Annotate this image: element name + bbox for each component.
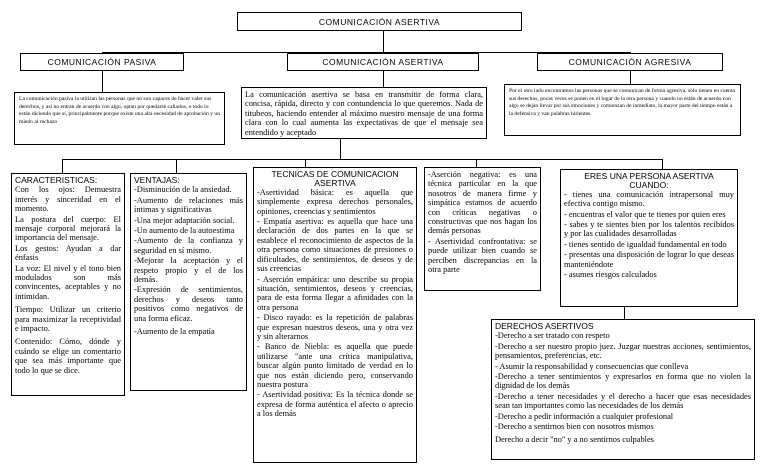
eres-item: - tienes sentido de igualdad fundamental en todo [564,239,727,249]
caracteristica-item: La postura del cuerpo: El mensaje corporal mejorará la importancia del mensaje. [15,214,121,243]
eres-title: ERES UNA PERSONA ASERTIVA CUANDO: [584,171,714,190]
derecho-item: - Asumir la responsabilidad y consecuencias que conlleva [495,361,689,371]
connector-line [340,139,341,159]
caracteristicas-title: CARACTERISTICAS: [15,175,98,185]
derecho-item: -Derecho a ser nuestro propio juez. Juzgar nuestras acciones, sentimientos, pensamientos, preferencias, etc. [495,341,751,361]
tecnicas-title: TECNICAS DE COMUNICACION ASERTIVA [271,169,399,188]
connector-line [62,159,63,173]
derecho-item: -Derecho a pedir información a cualquier profesional [495,411,674,421]
header-asertiva: COMUNICACIÓN ASERTIVA [287,53,479,71]
tecnica-item: - Banco de Niebla: es aquella que puede utilizarse "ante una crítica manipulativa, buscar algún punto limitado de verdad en lo que nos están diciendo pero, conservando nuestra postura [257,342,413,389]
connector-line [662,159,663,169]
connector-line [102,71,103,92]
tecnica-item: -Asertividad básica: es aquella que simplemente expresa derechos personales, opiniones, creencias y sentimientos [257,187,413,216]
tecnicas-box [253,167,417,463]
caracteristica-item: Con los ojos: Demuestra interés y sinceridad en el momento. [15,185,121,214]
header-agresiva: COMUNICACIÓN AGRESIVA [537,53,723,71]
connector-line [383,31,384,52]
desc-pasiva-text: La comunicación pasiva la utilizan las personas que no son capaces de hacer valer sus derechos, y así no entran de acuerdo con algo, optan por quedarse callados, o todo lo están diciendo que sí, principalmente porque existe una alta necesidad de aprobación y un miedo al rechazo [19,96,220,125]
caracteristicas-list [15,185,121,375]
desc-agresiva [504,84,741,136]
main-title: COMUNICACIÓN ASERTIVA [237,12,522,31]
ventaja-item: -Aumento de relaciones más íntimas y significativas [134,195,243,215]
tecnica-item: - Disco rayado: es la repetición de palabras que expresan nuestros deseos, una y otra vez y sin alterarnos [257,313,413,341]
caracteristica-item: Contenido: Cómo, dónde y cuándo se elige un comentario que sea más importante que todo lo que se dice. [15,337,121,375]
eres-box [560,169,738,307]
caracteristicas-box [11,173,125,396]
asercion-box [424,167,541,291]
connector-line [383,71,384,87]
tecnicas-list [257,188,413,419]
desc-asertiva-text: La comunicación asertiva se basa en transmitir de forma clara, concisa, rápida, directo y con contundencia lo que queremos. Nada de titubeos, haciendo entender al máximo nuestro mensaje de una forma clara con lo cual aumenta las expectativas de que el mensaje sea entendido y aceptado [245,90,483,137]
ventajas-title: VENTAJAS: [134,175,180,185]
ventaja-item: -Aumento de la confianza y seguridad en sí mismo. [134,236,243,255]
eres-item: - tienes una comunicación intrapersonal muy efectiva contigo mismo. [564,189,734,209]
ventaja-item: -Expresión de sentimientos, derechos y deseos tanto positivos como negativos de una forma eficaz. [134,285,243,323]
ventaja-item: -Una mejor adaptación social. [134,215,235,225]
desc-pasiva [14,92,225,145]
derechos-list [495,331,751,444]
eres-item: - presentas una disposición de lograr lo que deseas manteniéndote [564,250,734,269]
tecnica-item: - Empatía asertiva: es aquella que hace una declaración de dos partes en la que se establece el reconocimiento de aspectos de la otra persona como situaciones de presiones o dificultades, de sentimientos, de deseos y de sus creencias [257,217,413,274]
eres-item: - asumes riesgos calculados [564,270,657,280]
connector-line [305,159,306,167]
ventajas-list [134,185,243,336]
ventajas-box [130,173,247,391]
ventaja-item: -Mejorar la aceptación y el respeto propio y el de los demás. [134,256,243,284]
asercion-item: -Aserción negativa: es una técnica particular en la que nosotros de manera firme y simpática estamos de acuerdo con críticas negativas o constructivas que nos hagan los demás personas [428,170,537,236]
desc-agresiva-text: Por el otro lado encontramos las personas que se comunican de forma agresiva, sólo tienen en cuenta sus derechos, pocas veces se ponen en el lugar de la otra persona y cuando no están de acuerdo con algo se dejan llevar por sus emociones y comienzan de inmediato, la mayor parte del tiempo están a la defensiva y van palabras hirientes. [509,88,736,117]
ventaja-item: -Aumento de la empatía [134,327,215,337]
eres-item: - sabes y te sientes bien por los talentos recibidos y por las cualidades desarrolladas [564,220,734,239]
desc-asertiva [241,87,487,139]
header-pasiva: COMUNICACIÓN PASIVA [20,53,184,71]
derecho-item: -Derecho a tener necesidades y el derecho a hacer que esas necesidades sean tan importantes como las necesidades de los demás [495,391,751,411]
eres-list [564,190,734,280]
derechos-box [491,319,755,460]
asercion-list [428,170,537,274]
derecho-item: -Derecho a ser tratado con respeto [495,331,610,341]
asercion-item: - Asertividad confrontativa: se puede utilizar bien cuando se perciben discrepancias en la otra parte [428,236,537,275]
ventaja-item: -Un aumento de la autoestima [134,225,235,235]
connector-line [476,159,477,167]
connector-line [630,71,631,84]
tecnica-item: - Asertividad positiva: Es la técnica donde se expresa de forma auténtica el afecto o aprecio a los demás [257,390,413,419]
caracteristica-item: Tiempo: Utilizar un criterio para maximizar la receptividad e impacto. [15,305,121,334]
tecnica-item: - Aserción empática: uno describe su propia situación, sentimientos, deseos y creencias, para de esta forma llegar a afinidades con la otra persona [257,274,413,312]
eres-item: - encuentras el valor que te tienes por quien eres [564,209,726,219]
derecho-item: Derecho a decir "no" y a no sentirnos culpables [495,435,654,445]
derecho-item: -Derecho a tener sentimientos y expresarlos en forma que no violen la dignidad de los demás [495,371,751,391]
derechos-title: DERECHOS ASERTIVOS [495,321,594,331]
connector-line [624,307,625,319]
connector-line [176,159,177,173]
connector-line [62,159,662,160]
derecho-item: -Derecho a sentirnos bien con nosotros mismos [495,422,654,431]
caracteristica-item: La voz: El nivel y el tono bien modulados son más convincentes, aceptables y no intimidan. [15,263,121,301]
ventaja-item: -Disminución de la ansiedad. [134,185,232,195]
caracteristica-item: Los gestos: Ayudan a dar énfasis [15,243,121,263]
